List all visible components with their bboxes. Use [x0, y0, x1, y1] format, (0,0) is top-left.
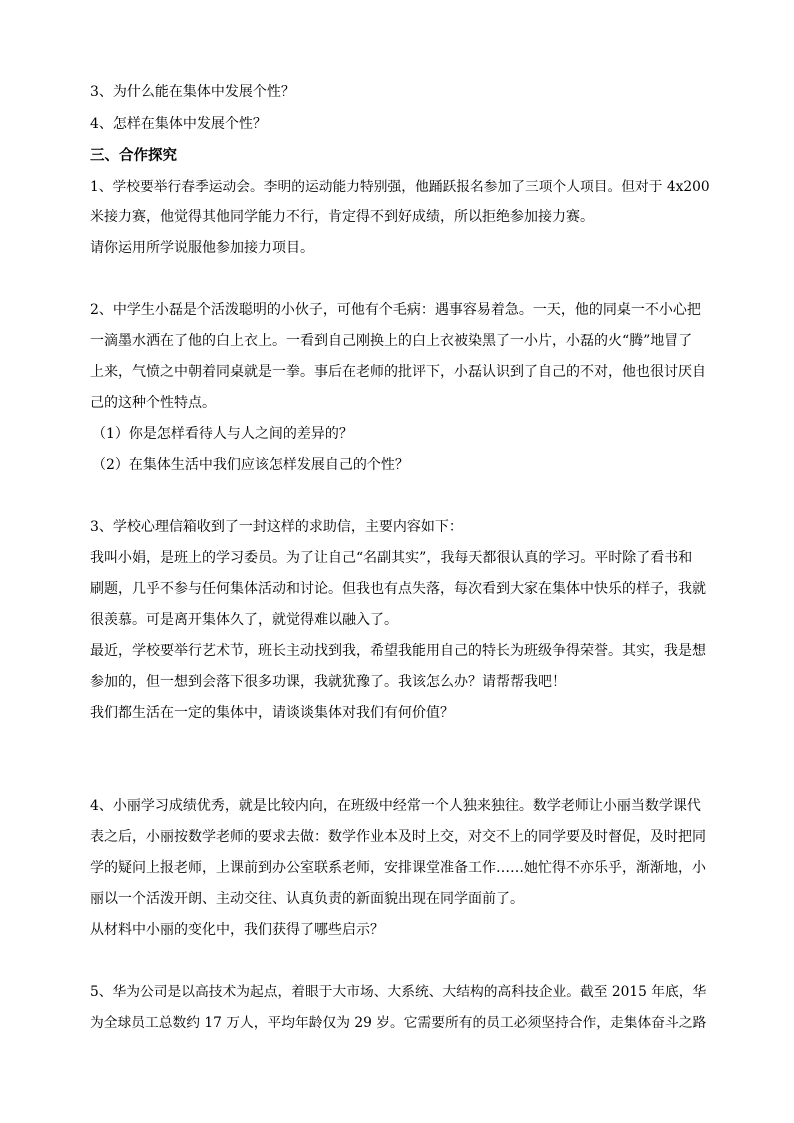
paragraph-line: 我叫小娟，是班上的学习委员。为了让自己“名副其实”，我每天都很认真的学习。平时除了看书和: [90, 550, 693, 566]
paragraph-line: 丽以一个活泼开朗、主动交往、认真负责的新面貌出现在同学面前了。: [90, 891, 524, 907]
paragraph-line: 为全球员工总数约 17 万人，平均年龄仅为 29 岁。它需要所有的员工必须坚持合作，走集体奋斗之路: [90, 1015, 707, 1031]
paragraph-line: 刷题，几乎不参与任何集体活动和讨论。但我也有点失落，每次看到大家在集体中快乐的样子，我就: [90, 581, 706, 597]
paragraph-line: 米接力赛，他觉得其他同学能力不行，肯定得不到好成绩，所以拒绝参加接力赛。: [90, 209, 594, 225]
paragraph-line: 4、小丽学习成绩优秀，就是比较内向，在班级中经常一个人独来独往。数学老师让小丽当数学课代: [90, 798, 701, 814]
paragraph-line: 一滴墨水洒在了他的白上衣上。一看到自己刚换上的白上衣被染黑了一小片，小磊的火“腾”地冒了: [90, 333, 693, 349]
paragraph-line: 我们都生活在一定的集体中，请谈谈集体对我们有何价值？: [90, 705, 454, 721]
paragraph-line: 从材料中小丽的变化中，我们获得了哪些启示？: [90, 922, 384, 938]
question-4: 4、怎样在集体中发展个性？: [90, 116, 267, 132]
paragraph-line: 参加的，但一想到会落下很多功课，我就犹豫了。我该怎么办？请帮帮我吧！: [90, 674, 566, 690]
paragraph-line: 表之后，小丽按数学老师的要求去做：数学作业本及时上交，对交不上的同学要及时督促，及时把同: [90, 829, 706, 845]
paragraph-line: 上来，气愤之中朝着同桌就是一拳。事后在老师的批评下，小磊认识到了自己的不对，他也很讨厌自: [90, 364, 706, 380]
paragraph-line: 1、学校要举行春季运动会。李明的运动能力特别强，他踊跃报名参加了三项个人项目。但对于 4x200: [90, 179, 710, 195]
paragraph-line: 5、华为公司是以高技术为起点，着眼于大市场、大系统、大结构的高科技企业。截至 2015 年底，华: [90, 984, 707, 1000]
question-3: 3、为什么能在集体中发展个性？: [90, 84, 295, 100]
paragraph-line: 最近，学校要举行艺术节，班长主动找到我，希望我能用自己的特长为班级争得荣誉。其实，我是想: [90, 643, 706, 659]
paragraph-line: 学的疑问上报老师，上课前到办公室联系老师，安排课堂准备工作……她忙得不亦乐乎，渐渐地，小: [90, 860, 706, 876]
section-heading: 三、合作探究: [90, 147, 177, 164]
sub-question: （2）在集体生活中我们应该怎样发展自己的个性？: [92, 457, 409, 473]
paragraph-line: 己的这种个性特点。: [90, 395, 216, 411]
sub-question: （1）你是怎样看待人与人之间的差异的？: [92, 426, 353, 442]
paragraph-line: 请你运用所学说服他参加接力项目。: [90, 240, 314, 256]
paragraph-line: 2、中学生小磊是个活泼聪明的小伙子，可他有个毛病：遇事容易着急。一天，他的同桌一不小心把: [90, 302, 701, 318]
paragraph-line: 3、学校心理信箱收到了一封这样的求助信，主要内容如下：: [90, 519, 463, 535]
paragraph-line: 很羡慕。可是离开集体久了，就觉得难以融入了。: [90, 612, 398, 628]
